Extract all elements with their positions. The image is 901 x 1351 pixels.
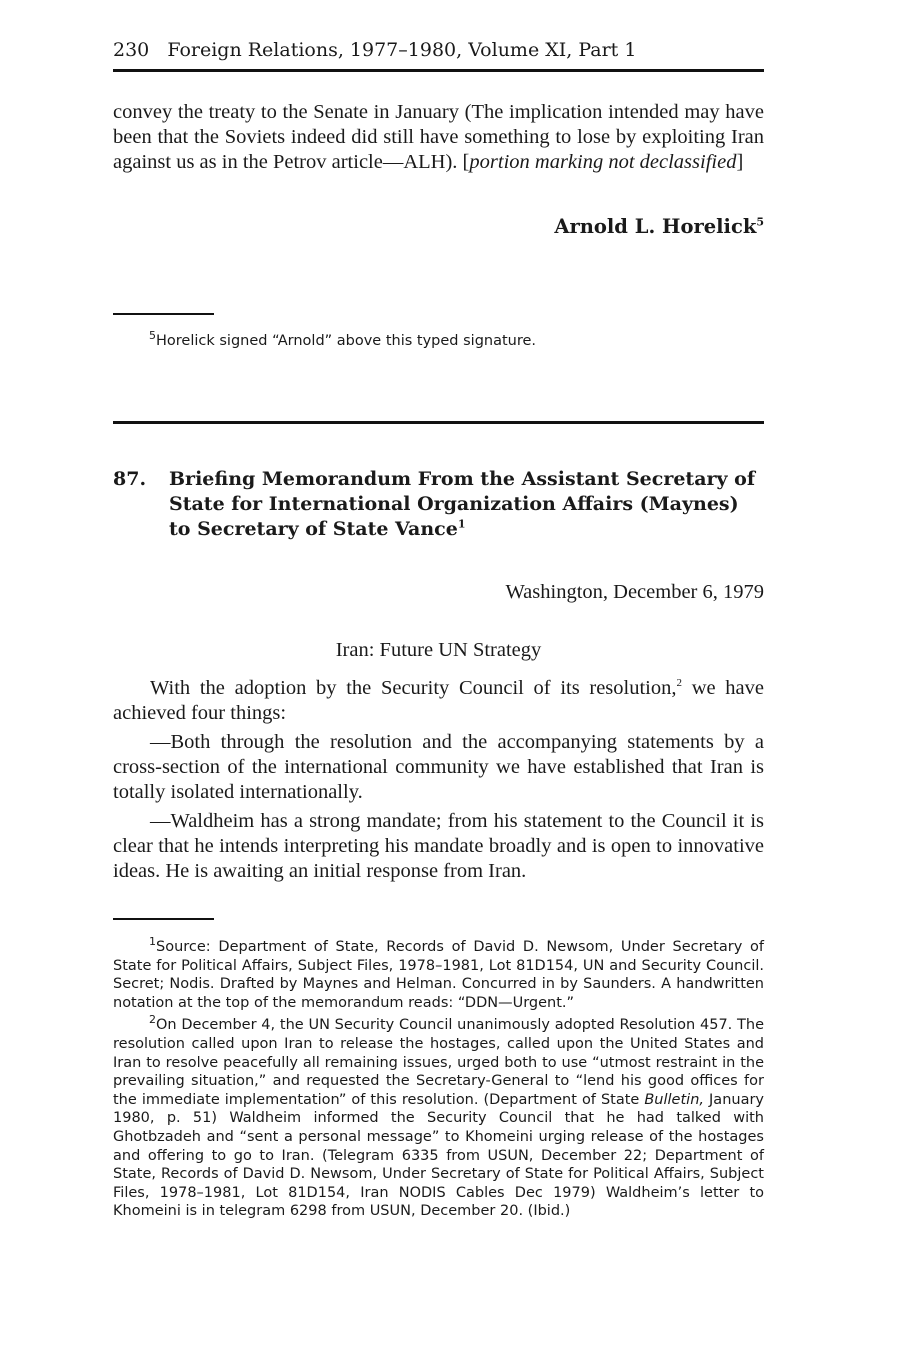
bracket-close: ] <box>736 151 744 173</box>
footnote-5 <box>113 329 764 351</box>
footnote-2-marker: 2 <box>149 1013 156 1027</box>
paragraph-1-footnote-ref: 2 <box>676 677 683 690</box>
footnote-5-marker: 5 <box>149 329 156 343</box>
continued-paragraph <box>113 100 764 175</box>
paragraph-2: —Both through the resolution and the accompanying statements by a cross-section of the international community we have established that Iran is totally isolated internationally. <box>113 731 764 803</box>
continued-paragraph-text: convey the treaty to the Senate in January (The implication intended may have been that the Soviets indeed did still have something to lose by exploiting Iran against us as in the Petrov article—ALH). [ <box>113 101 764 173</box>
footnote-rule-2 <box>113 918 214 920</box>
document-divider-rule <box>113 421 764 424</box>
footnote-1-marker: 1 <box>149 935 156 949</box>
document-page <box>113 0 764 1351</box>
footnote-5-text: Horelick signed “Arnold” above this typed signature. <box>156 333 537 349</box>
paragraph-1-text-end: we have achieved four things: <box>113 677 764 724</box>
dateline: Washington, December 6, 1979 <box>505 581 764 603</box>
page-number: 230 <box>113 39 150 61</box>
bulletin-title: Bulletin, <box>644 1091 704 1108</box>
volume-title: Foreign Relations, 1977–1980, Volume XI, Part 1 <box>167 39 637 61</box>
footnote-1-text: Source: Department of State, Records of David D. Newsom, Under Secretary of State for Political Affairs, Subject Files, 1978–1981, Lot 81D154, UN and Security Council. Secret; Nodis. Drafted by Maynes and Helman. Concurred in by Saunders. A handwritten notation at the top of the memorandum reads: “DDN—Urgent.” <box>113 939 764 1011</box>
paragraph-1 <box>113 676 764 726</box>
subject-line: Iran: Future UN Strategy <box>335 639 542 661</box>
document-heading <box>113 467 764 542</box>
paragraph-3: —Waldheim has a strong mandate; from his statement to the Council it is clear that he intends interpreting his mandate broadly and is open to innovative ideas. He is awaiting an initial response from Iran. <box>113 810 764 882</box>
footnote-2-text: On December 4, the UN Security Council unanimously adopted Resolution 457. The resolution called upon Iran to release the hostages, called upon the United States and Iran to resolve peacefully all remaining issues, urged both to use “utmost restraint in the prevailing situation,” and requested the Secretary-General to “lend his good offices for the immediate implementation” of this resolution. (Department of State <box>113 1017 764 1108</box>
signature-footnote-ref: 5 <box>756 215 764 229</box>
title-footnote-ref: 1 <box>457 517 466 531</box>
footnote-rule <box>113 313 214 315</box>
footnote-1 <box>113 935 764 1012</box>
footnotes <box>113 935 764 1225</box>
document-title-text: Briefing Memorandum From the Assistant Secretary of State for International Organization Affairs (Maynes) to Secretary of State Vance <box>169 468 756 540</box>
footnote-2-text-end: January 1980, p. 51) Waldheim informed the Security Council that he had talked with Ghotbzadeh and “sent a personal message” to Khomeini urging release of the hostages and offering to go to Iran. (Telegram 6335 from USUN, December 22; Department of State, Records of David D. Newsom, Under Secretary of State for Political Affairs, Subject Files, 1978–1981, Lot 81D154, Iran NODIS Cables Dec 1979) Waldheim’s letter to Khomeini is in telegram 6298 from USUN, December 20. (Ibid.) <box>113 1091 764 1220</box>
signature <box>554 214 764 240</box>
footnote-2 <box>113 1013 764 1221</box>
portion-marking-note: portion marking not declassified <box>469 151 737 173</box>
signature-name: Arnold L. Horelick <box>554 215 757 238</box>
document-title <box>169 467 764 542</box>
document-number: 87. <box>113 468 147 490</box>
running-head <box>113 38 764 62</box>
header-rule <box>113 69 764 72</box>
paragraph-1-text: With the adoption by the Security Council of its resolution, <box>150 677 677 699</box>
